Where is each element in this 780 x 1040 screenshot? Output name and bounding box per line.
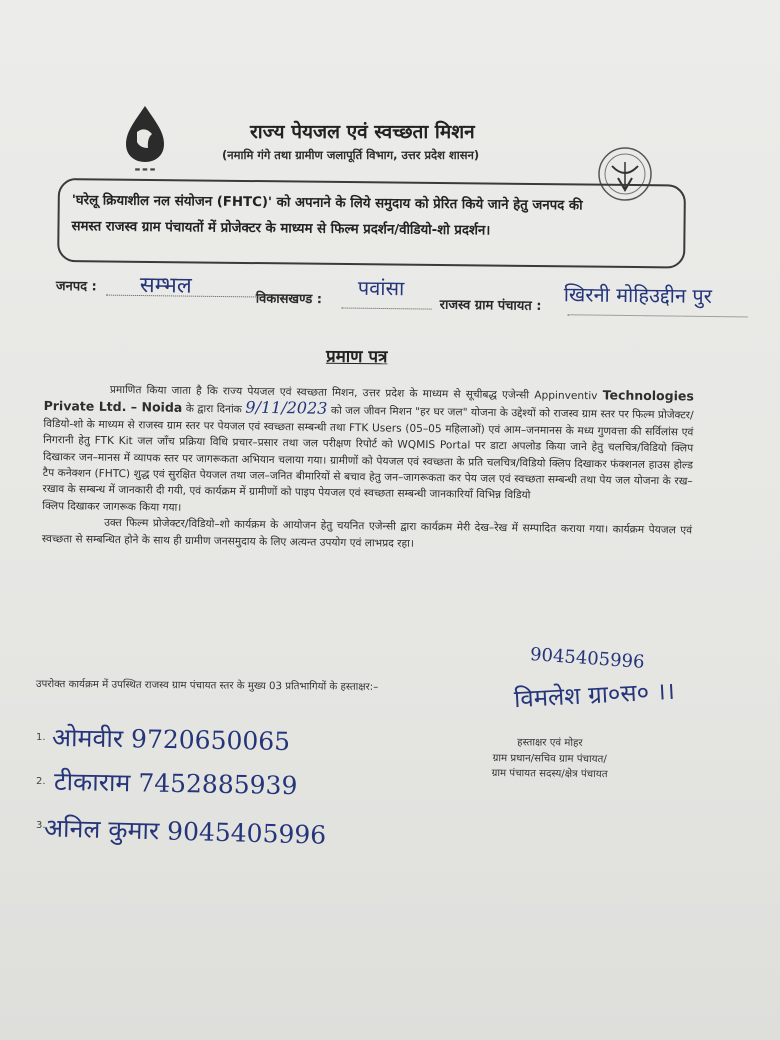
participant-row-2 [36, 766, 416, 814]
certificate-paragraph-1 [42, 380, 694, 523]
svg-text:▬ ▬ ▬: ▬ ▬ ▬ [134, 166, 156, 173]
participants-intro: उपरोक्त कार्यक्रम में उपस्थित राजस्व ग्राम पंचायत स्तर के मुख्य 03 प्रतिभागियों के हस्ताक्षर:– [35, 678, 379, 693]
certificate-title: प्रमाण पत्र [325, 346, 388, 368]
signatory-line-3: ग्राम पंचायत सदस्य/क्षेत्र पंचायत [491, 767, 608, 781]
participant-row-1 [36, 722, 416, 768]
participant-signature-2: टीकाराम 7452885939 [53, 766, 298, 801]
program-date: 9/11/2023 [245, 398, 328, 419]
certificate-body [42, 380, 694, 556]
participants-list [36, 722, 416, 868]
participant-row-3 [36, 813, 416, 860]
participant-row-number: 1. [36, 732, 46, 743]
signatory-designation [492, 735, 608, 783]
mission-subtitle: (नमामि गंगे तथा ग्रामीण जलापूर्ति विभाग, उत्तर प्रदेश शासन) [222, 148, 480, 162]
panchayat-value: खिरनी मोहिउद्दीन पुर [563, 282, 713, 309]
panchayat-label: राजस्व ग्राम पंचायत : [439, 297, 542, 314]
district-value: सम्भल [139, 273, 192, 299]
block-value: पवांसा [357, 275, 405, 301]
para1-body: को जल जीवन मिशन "हर घर जल" योजना के उद्देश्यों को राजस्व ग्राम स्तर पर फिल्म प्रोजेक्टर/विडियो-शो के माध्यम से राजस्व ग्राम स्तर पर पेयजल एवं स्वच्छता सम्बन्धी तथा FTK Users (05–05 महिलाओं) एवं आम–जनमानस के मध्य गुणवत्ता की सर्विलांस एवं निगरानी हेतु FTK Kit जल जाँच प्रक्रिया विधि प्रचार–प्रसार तथा जल परीक्षण रिपोर्ट को WQMIS Portal पर डाटा अपलोड किया जाने हेतु चलचित्र/विडियो क्लिप दिखाकर जन–मानस में व्यापक स्तर पर जागरूकता अभियान चलाया गया। ग्रामीणों को पेयजल एवं स्वच्छता के प्रति चलचित्र/विडियो क्लिप दिखाकर फंक्शनल हाउस होल्ड टैप कनेक्शन (FHTC) शुद्ध एवं सुरक्षित पेयजल तथा जल–जनित बीमारियों से बचाव हेतु जन–जागरूकता कर पेय जल एवं स्वच्छता सम्बन्धी तथा पेय जल योजना के रख–रखाव के सम्बन्ध में जानकारी दी गयी, एवं कार्यक्रम में ग्रामीणों को पाइप पेयजल एवं स्वच्छता सम्बन्धी जानकारियाँ विभिन्न विडियो [42, 405, 694, 502]
banner-line-2: समस्त राजस्व ग्राम पंचायतों में प्रोजेक्टर के माध्यम से फिल्म प्रदर्शन/वीडियो-शो प्रदर्शन। [71, 219, 491, 239]
signatory-line-1: हस्ताक्षर एवं मोहर [517, 737, 583, 749]
participant-signature-3: अनिल कुमार 9045405996 [43, 813, 327, 850]
para1-closing: क्लिप दिखाकर जागरूक किया गया। [42, 499, 182, 514]
program-banner [57, 178, 686, 269]
signatory-phone: 9045405996 [529, 644, 646, 673]
para1-intro: प्रमाणित किया जाता है कि राज्य पेयजल एवं स्वच्छता मिशन, उत्तर प्रदेश के माध्यम से सूचीबद्ध एजेन्सी Appinventiv [109, 383, 598, 403]
participant-row-number: 2. [36, 776, 46, 787]
location-fields [55, 273, 766, 325]
jal-drop-logo [104, 104, 186, 174]
agency-name: Technologies Private Ltd. – Noida [43, 387, 694, 416]
mission-title: राज्य पेयजल एवं स्वच्छता मिशन [250, 121, 475, 143]
participant-row-number: 3. [36, 820, 46, 831]
signatory-line-2: ग्राम प्रधान/सचिव ग्राम पंचायत/ [492, 752, 607, 765]
participant-signature-1: ओमवीर 9720650065 [51, 722, 291, 757]
district-label: जनपद : [55, 278, 97, 295]
para1-date-prefix: के द्वारा दिनांक [185, 403, 242, 416]
signatory-signature: विमलेश ग्रा०स० ।। [513, 676, 676, 714]
certificate-paragraph-2: उक्त फिल्म प्रोजेक्टर/विडियो–शो कार्यक्रम के आयोजन हेतु चयनित एजेन्सी द्वारा कार्यक्रम मेरी देख–रेख में सम्पादित कराया गया। कार्यक्रम पेयजल एवं स्वच्छता से सम्बन्धित होने के साथ ही ग्रामीण जनसमुदाय के लिए अत्यन्त उपयोग एवं लाभप्रद रहा। [41, 517, 693, 550]
block-label: विकासखण्ड : [255, 291, 323, 308]
banner-line-1: 'घरेलू क्रियाशील नल संयोजन (FHTC)' को अपनाने के लिये समुदाय को प्रेरित किये जाने हेतु जनपद की [71, 193, 583, 214]
